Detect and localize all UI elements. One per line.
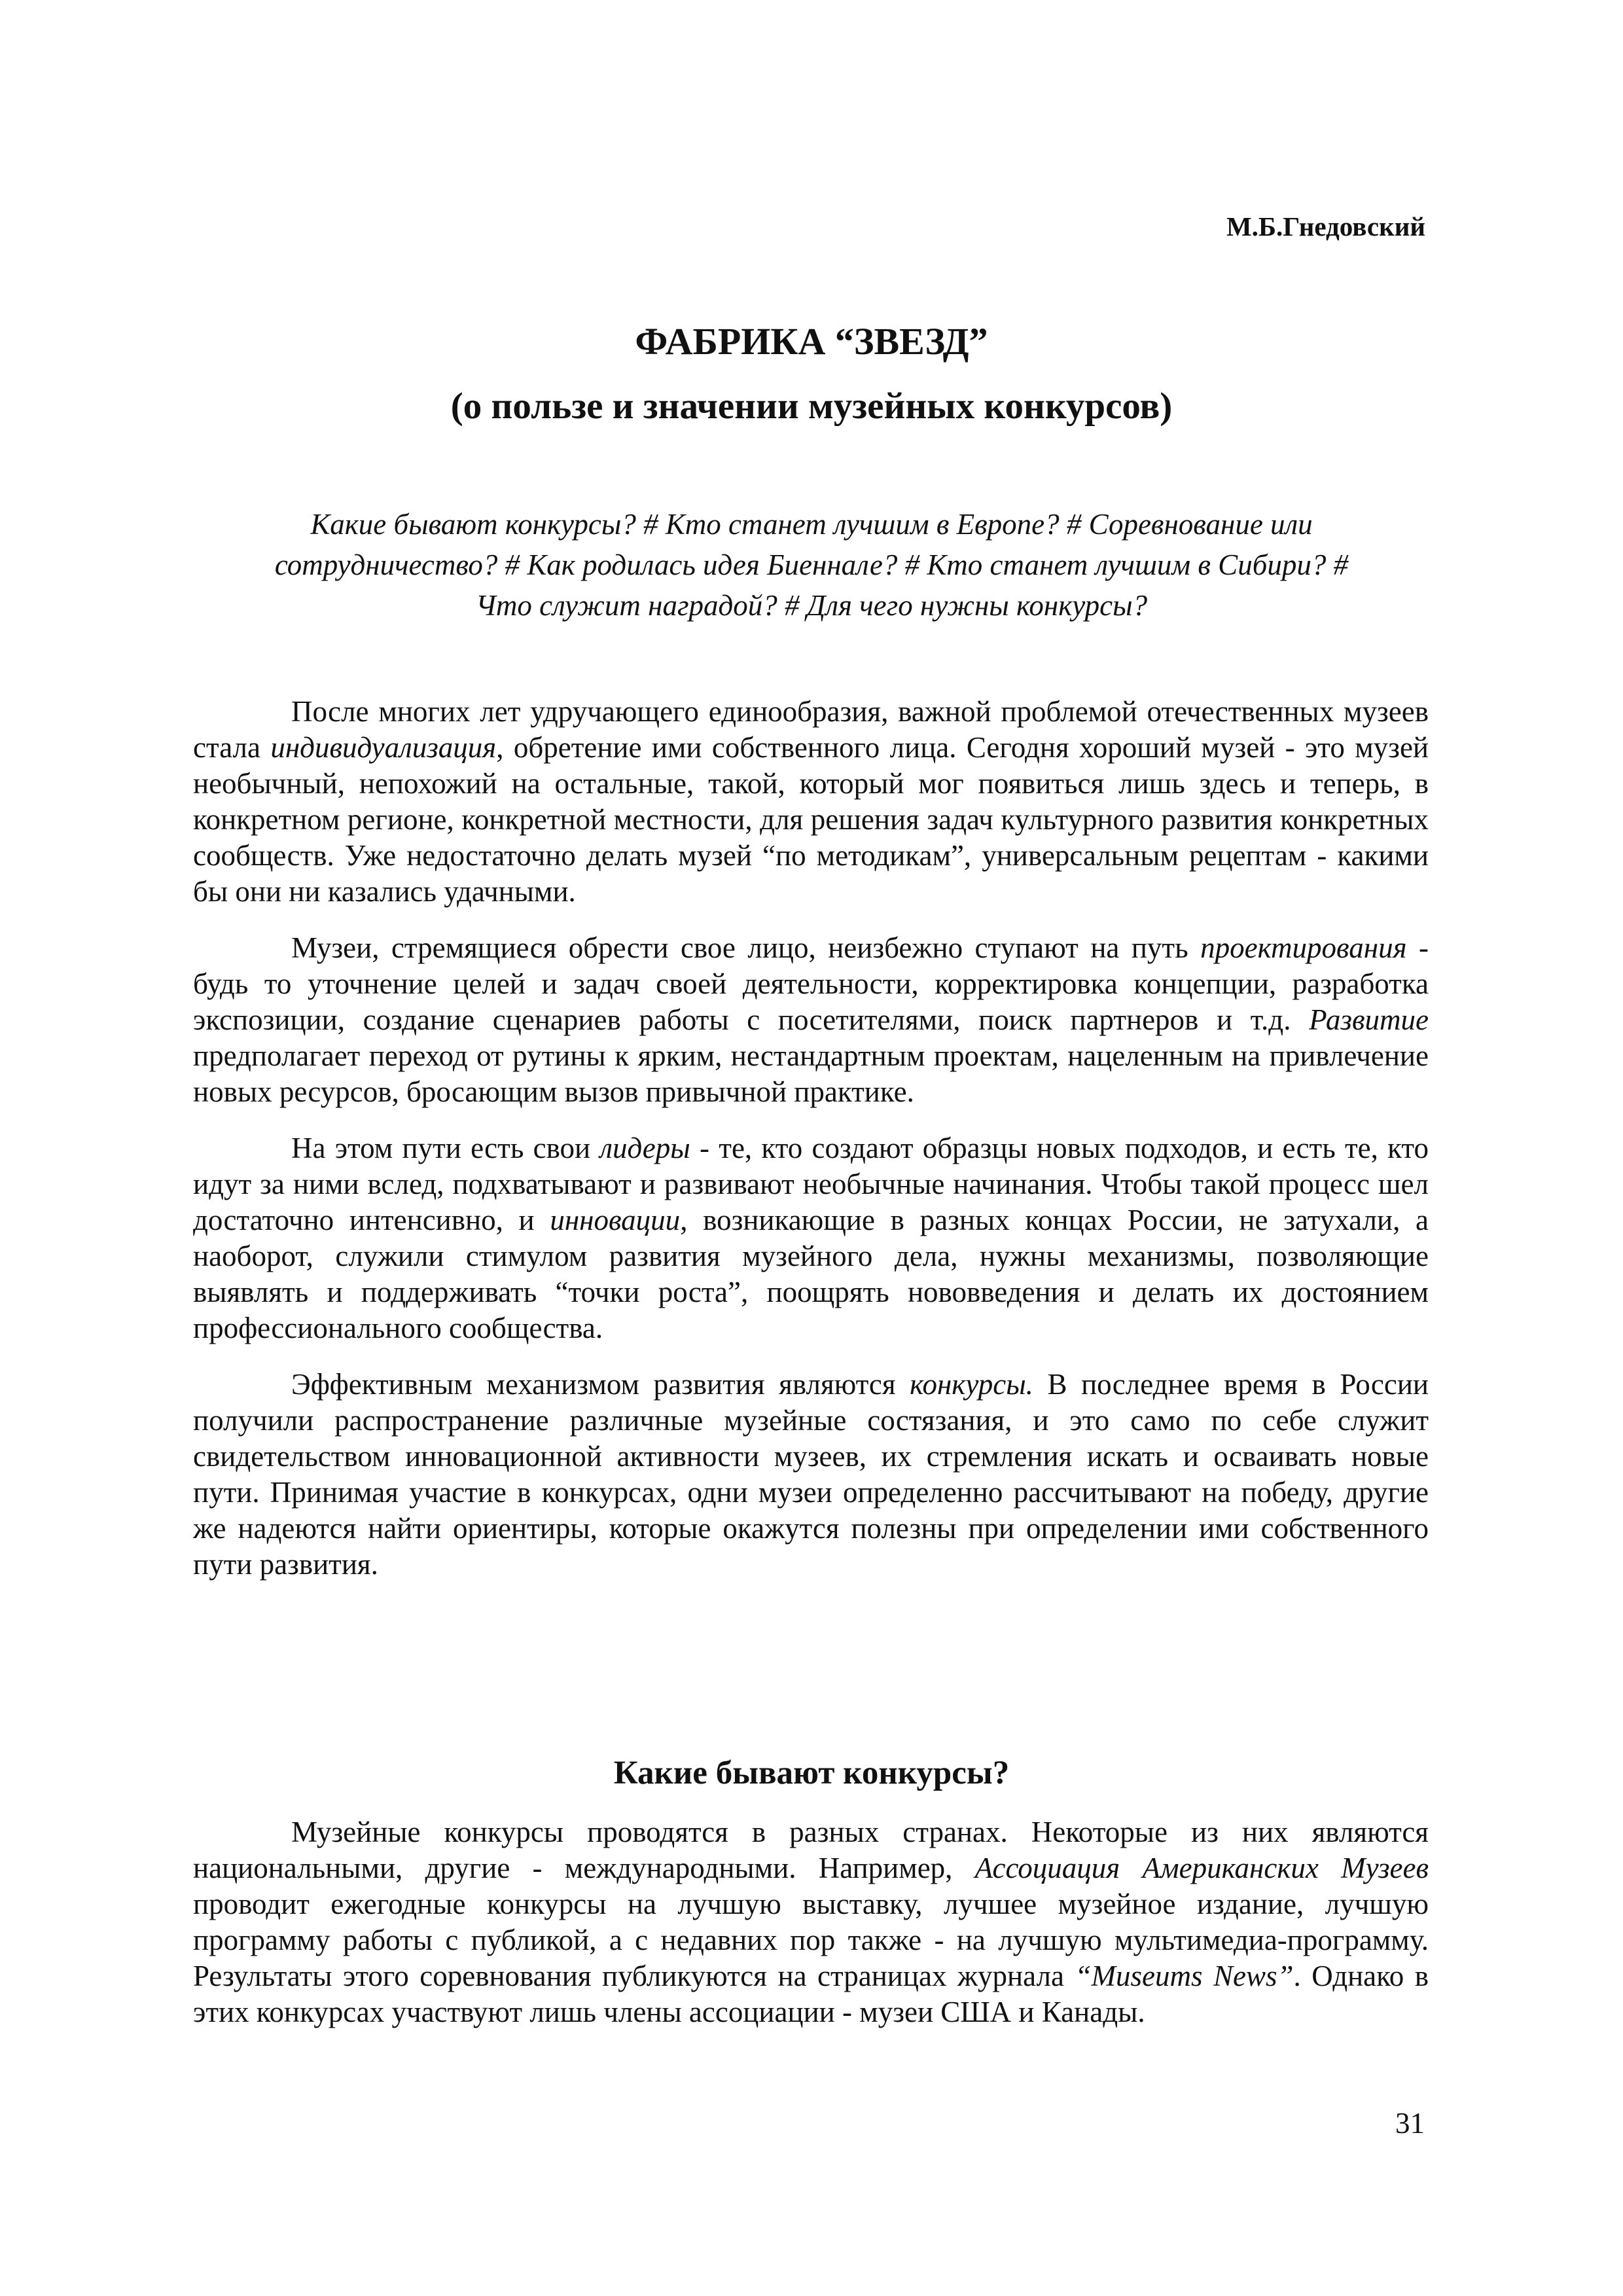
paragraph — [193, 694, 1429, 910]
epigraph-line: сотрудничество? # Как родилась идея Биеннале? # Кто станет лучшим в Сибири? # — [274, 548, 1349, 581]
paragraph — [193, 1814, 1429, 2030]
paragraph — [193, 930, 1429, 1110]
paragraph-text: Музеи, стремящиеся обрести свое лицо, неизбежно ступают на путь — [291, 931, 1201, 964]
paragraph-text: - те, кто создают образцы новых подходов, и есть те, кто идут за ними вслед, подхватывают и развивают необычные начинания. Чтобы такой процесс шел достаточно интенсивно, и — [193, 1132, 1429, 1236]
page-number: 31 — [1395, 2107, 1425, 2140]
emphasis-term: лидеры — [599, 1132, 690, 1164]
paragraph-text: предполагает переход от рутины к ярким, нестандартным проектам, нацеленным на привлечение новых ресурсов, бросающим вызов привычной практике. — [193, 1039, 1429, 1108]
paragraph-text: . Однако в этих конкурсах участвуют лишь члены ассоциации - музеи США и Канады. — [193, 1960, 1429, 2028]
author-name: М.Б.Гнедовский — [1226, 211, 1425, 242]
paragraph-text: После многих лет удручающего единообразия, важной проблемой отечественных музеев стала — [193, 695, 1429, 764]
paragraph-text: Музейные конкурсы проводятся в разных странах. Некоторые из них являются национальными, другие - международными. Например, — [193, 1816, 1429, 1884]
paragraph-text: - будь то уточнение целей и задач своей деятельности, корректировка концепции, разработка экспозиции, создание сценариев работы с посетителями, поиск партнеров и т.д. — [193, 931, 1429, 1036]
epigraph — [190, 504, 1433, 626]
emphasis-term: индивидуализация — [270, 731, 497, 764]
emphasis-term: инновации — [550, 1204, 681, 1236]
epigraph-line: Какие бывают конкурсы? # Кто станет лучшим в Европе? # Соревнование или — [310, 508, 1313, 541]
paragraph-text: , обретение ими собственного лица. Сегодня хороший музей - это музей необычный, непохожий на остальные, такой, который мог появиться лишь здесь и теперь, в конкретном регионе, конкретной местности, для решения задач культурного развития конкретных сообществ. Уже недостаточно делать музей “по методикам”, универсальным рецептам - какими бы они ни казались удачными. — [193, 731, 1429, 908]
paragraph-text: , возникающие в разных концах России, не затухали, а наоборот, служили стимулом развития музейного дела, нужны механизмы, позволяющие выявлять и поддерживать “точки роста”, поощрять нововведения и делать их достоянием профессионального сообщества. — [193, 1204, 1429, 1344]
article-body — [193, 694, 1429, 1603]
paragraph-text: На этом пути есть свои — [291, 1132, 600, 1164]
emphasis-term: Развитие — [1309, 1003, 1429, 1036]
emphasis-term: “Museums News” — [1075, 1960, 1294, 1992]
emphasis-term: Ассоциация Американских Музеев — [974, 1852, 1429, 1884]
article-subtitle: (о пользе и значении музейных конкурсов) — [450, 386, 1173, 427]
paragraph-text: проводит ежегодные конкурсы на лучшую выставку, лучшее музейное издание, лучшую программу работы с публикой, а с недавних пор также - на лучшую мультимедиа-программу. Результаты этого соревнования публикуются на страницах журнала — [193, 1888, 1429, 1992]
emphasis-term: проектирования — [1200, 931, 1407, 964]
article-title: ФАБРИКА “ЗВЕЗД” — [635, 320, 988, 363]
section-heading: Какие бывают конкурсы? — [613, 1755, 1010, 1791]
emphasis-term: конкурсы. — [910, 1368, 1033, 1401]
paragraph — [193, 1367, 1429, 1583]
epigraph-line: Что служит наградой? # Для чего нужны конкурсы? — [475, 589, 1148, 622]
paragraph-text: Эффективным механизмом развития являются — [291, 1368, 910, 1401]
paragraph-text: В последнее время в России получили распространение различные музейные состязания, и это само по себе служит свидетельством инновационной активности музеев, их стремления искать и осваивать новые пути. Принимая участие в конкурсах, одни музеи определенно рассчитывают на победу, другие же надеются найти ориентиры, которые окажутся полезны при определении ими собственного пути развития. — [193, 1368, 1429, 1581]
section-body — [193, 1814, 1429, 2051]
paragraph — [193, 1130, 1429, 1346]
